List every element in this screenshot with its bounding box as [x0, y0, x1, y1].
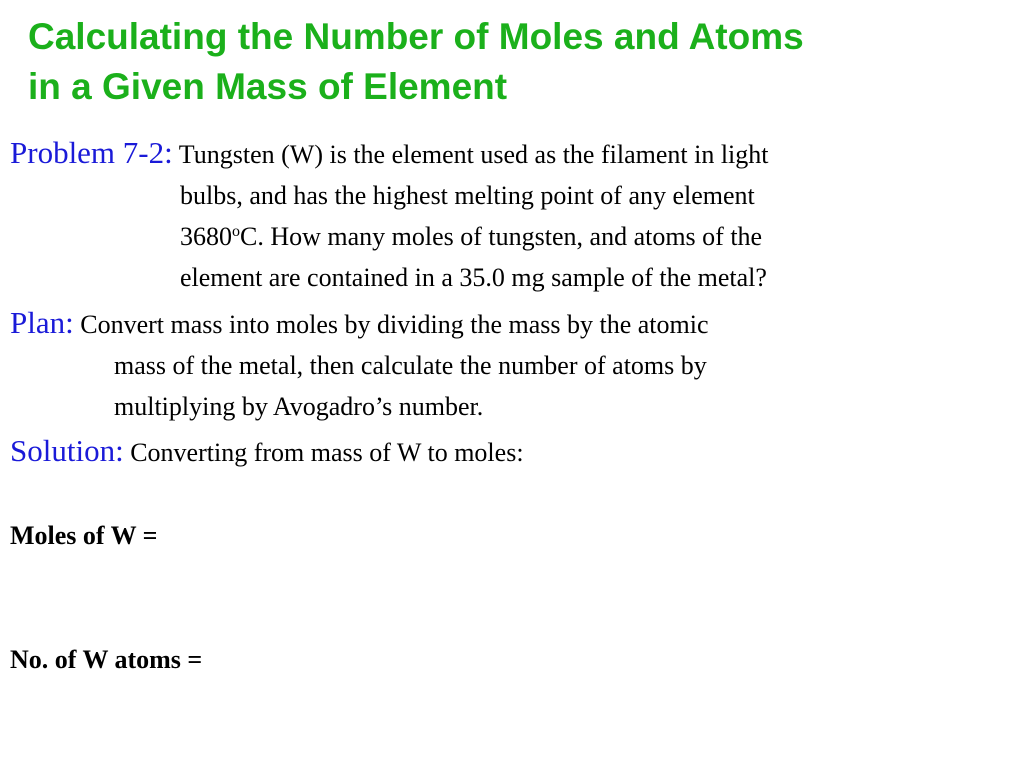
plan-section	[10, 302, 1010, 427]
problem-text-line-1: Tungsten (W) is the element used as the filament in light	[178, 140, 769, 169]
solution-label: Solution:	[10, 433, 124, 468]
atoms-equation: No. of W atoms =	[10, 645, 203, 674]
plan-label: Plan:	[10, 305, 74, 340]
degree-superscript: o	[232, 223, 240, 240]
melting-point-value: 3680	[180, 222, 232, 251]
slide-title	[28, 12, 1008, 112]
plan-text-line-3: multiplying by Avogadro’s number.	[114, 392, 484, 421]
problem-text-line-3-rest: C. How many moles of tungsten, and atoms of the	[240, 222, 763, 251]
problem-first-line	[10, 132, 1020, 175]
solution-text: Converting from mass of W to moles:	[130, 438, 524, 467]
solution-section	[10, 430, 1010, 473]
slide-title-line-2: in a Given Mass of Element	[28, 66, 508, 107]
problem-section	[10, 132, 1020, 298]
slide-title-line-1: Calculating the Number of Moles and Atoms	[28, 16, 804, 57]
problem-label: Problem 7-2:	[10, 135, 173, 170]
moles-equation: Moles of W =	[10, 521, 158, 550]
plan-first-line	[10, 302, 1010, 345]
plan-text-line-1: Convert mass into moles by dividing the mass by the atomic	[80, 310, 709, 339]
problem-text-line-4: element are contained in a 35.0 mg sample of the metal?	[180, 263, 767, 292]
problem-text-line-2: bulbs, and has the highest melting point of any element	[180, 181, 755, 210]
problem-text-line-3	[10, 216, 1020, 257]
plan-text-line-2: mass of the metal, then calculate the number of atoms by	[114, 351, 707, 380]
